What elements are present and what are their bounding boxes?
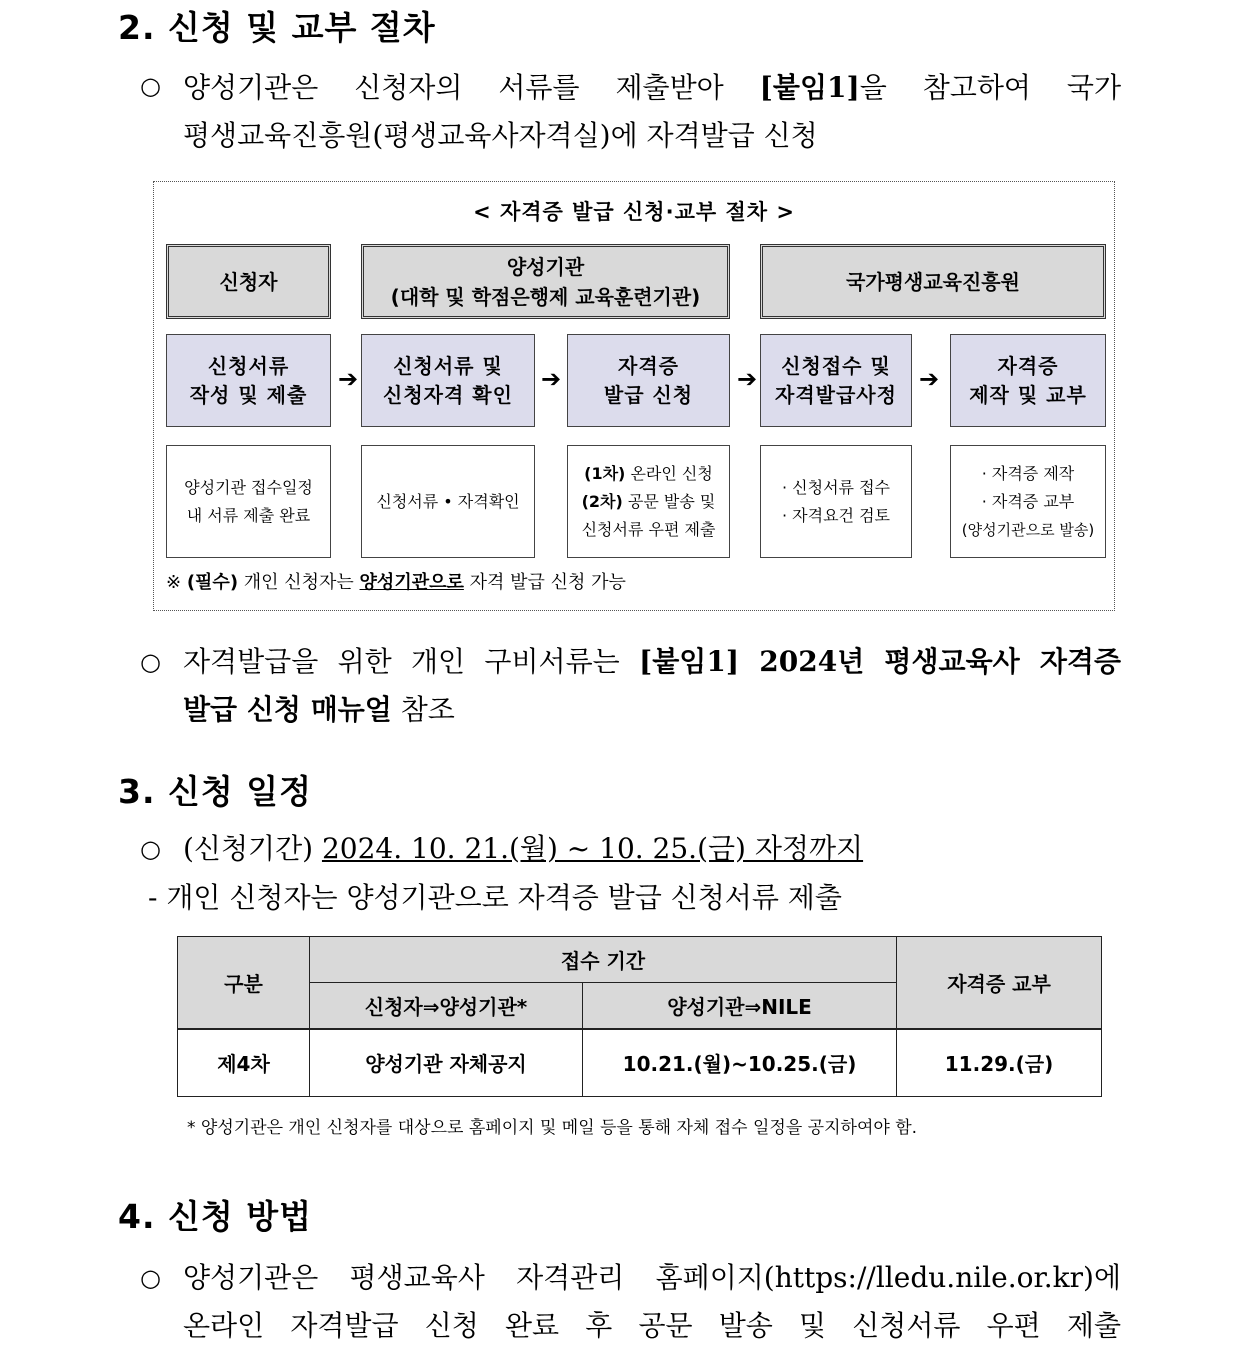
cell-division: 제4차	[178, 1029, 310, 1097]
actor-training-institution: 양성기관 (대학 및 학점은행제 교육훈련기관)	[361, 244, 730, 319]
detail-request: (1차) 온라인 신청 (2차) 공문 발송 및 신청서류 우편 제출	[567, 445, 730, 558]
table-footnote: * 양성기관은 개인 신청자를 대상으로 홈페이지 및 메일 등을 통해 자체 접수 일정을 공지하여야 함.	[187, 1118, 918, 1138]
period-dates: 2024. 10. 21.(월) ~ 10. 25.(금) 자정까지	[321, 832, 864, 865]
diagram-title: < 자격증 발급 신청·교부 절차 >	[473, 200, 795, 224]
process-diagram	[153, 181, 1115, 611]
section-2-paragraph-1	[183, 64, 1121, 160]
header-applicant-to-institution: 신청자⇒양성기관*	[310, 983, 583, 1029]
detail-deliver: · 자격증 제작 · 자격증 교부 (양성기관으로 발송)	[950, 445, 1106, 558]
section-2-heading: 2. 신청 및 교부 절차	[118, 8, 436, 47]
cell-institution-period: 10.21.(월)~10.25.(금)	[583, 1029, 897, 1097]
paragraph-line: 발급 신청 매뉴얼 참조	[183, 693, 455, 726]
cell-applicant-period: 양성기관 자체공지	[310, 1029, 583, 1097]
paragraph-line: 자격발급을 위한 개인 구비서류는 [붙임1] 2024년 평생교육사 자격증	[183, 645, 1121, 678]
actor-nile: 국가평생교육진흥원	[760, 244, 1106, 319]
cell-issuance-date: 11.29.(금)	[897, 1029, 1102, 1097]
detail-review: · 신청서류 접수 · 자격요건 검토	[760, 445, 912, 558]
section-2-paragraph-2	[183, 638, 1121, 734]
paragraph-line: 평생교육진흥원(평생교육사자격실)에 자격발급 신청	[183, 119, 818, 152]
section-4-heading: 4. 신청 방법	[118, 1197, 312, 1236]
header-issuance: 자격증 교부	[897, 937, 1102, 1029]
diagram-note: ※ (필수) 개인 신청자는 양성기관으로 자격 발급 신청 가능	[166, 572, 626, 593]
header-division: 구분	[178, 937, 310, 1029]
attachment-ref: [붙임1]	[759, 71, 860, 104]
bullet-marker: ○	[140, 835, 161, 863]
bullet-marker: ○	[140, 72, 161, 100]
actor-applicant: 신청자	[166, 244, 331, 319]
table-row	[178, 1029, 1102, 1097]
schedule-table	[177, 936, 1102, 1097]
step-produce-and-deliver: 자격증 제작 및 교부	[950, 334, 1106, 427]
sub-instruction: - 개인 신청자는 양성기관으로 자격증 발급 신청서류 제출	[148, 881, 842, 914]
paragraph-line: 온라인 자격발급 신청 완료 후 공문 발송 및 신청서류 우편 제출	[183, 1309, 1121, 1342]
detail-verify: 신청서류 • 자격확인	[361, 445, 535, 558]
arrow-right-icon: ➔	[338, 365, 359, 393]
bullet-marker: ○	[140, 1264, 161, 1292]
application-period: (신청기간) 2024. 10. 21.(월) ~ 10. 25.(금) 자정까지	[183, 832, 864, 865]
arrow-right-icon: ➔	[737, 365, 758, 393]
section-3-heading: 3. 신청 일정	[118, 772, 312, 811]
step-submit-documents: 신청서류 작성 및 제출	[166, 334, 331, 427]
step-verify-eligibility: 신청서류 및 신청자격 확인	[361, 334, 535, 427]
bullet-marker: ○	[140, 648, 161, 676]
header-institution-to-nile: 양성기관⇒NILE	[583, 983, 897, 1029]
step-request-issuance: 자격증 발급 신청	[567, 334, 730, 427]
arrow-right-icon: ➔	[919, 365, 940, 393]
detail-applicant: 양성기관 접수일정 내 서류 제출 완료	[166, 445, 331, 558]
section-4-paragraph	[183, 1254, 1121, 1350]
arrow-right-icon: ➔	[541, 365, 562, 393]
paragraph-line: 양성기관은 평생교육사 자격관리 홈페이지(https://lledu.nile.or.kr)에	[183, 1261, 1121, 1294]
header-period: 접수 기간	[310, 937, 897, 983]
step-receive-and-review: 신청접수 및 자격발급사정	[760, 334, 912, 427]
paragraph-line: 양성기관은 신청자의 서류를 제출받아 [붙임1]을 참고하여 국가	[183, 71, 1122, 104]
